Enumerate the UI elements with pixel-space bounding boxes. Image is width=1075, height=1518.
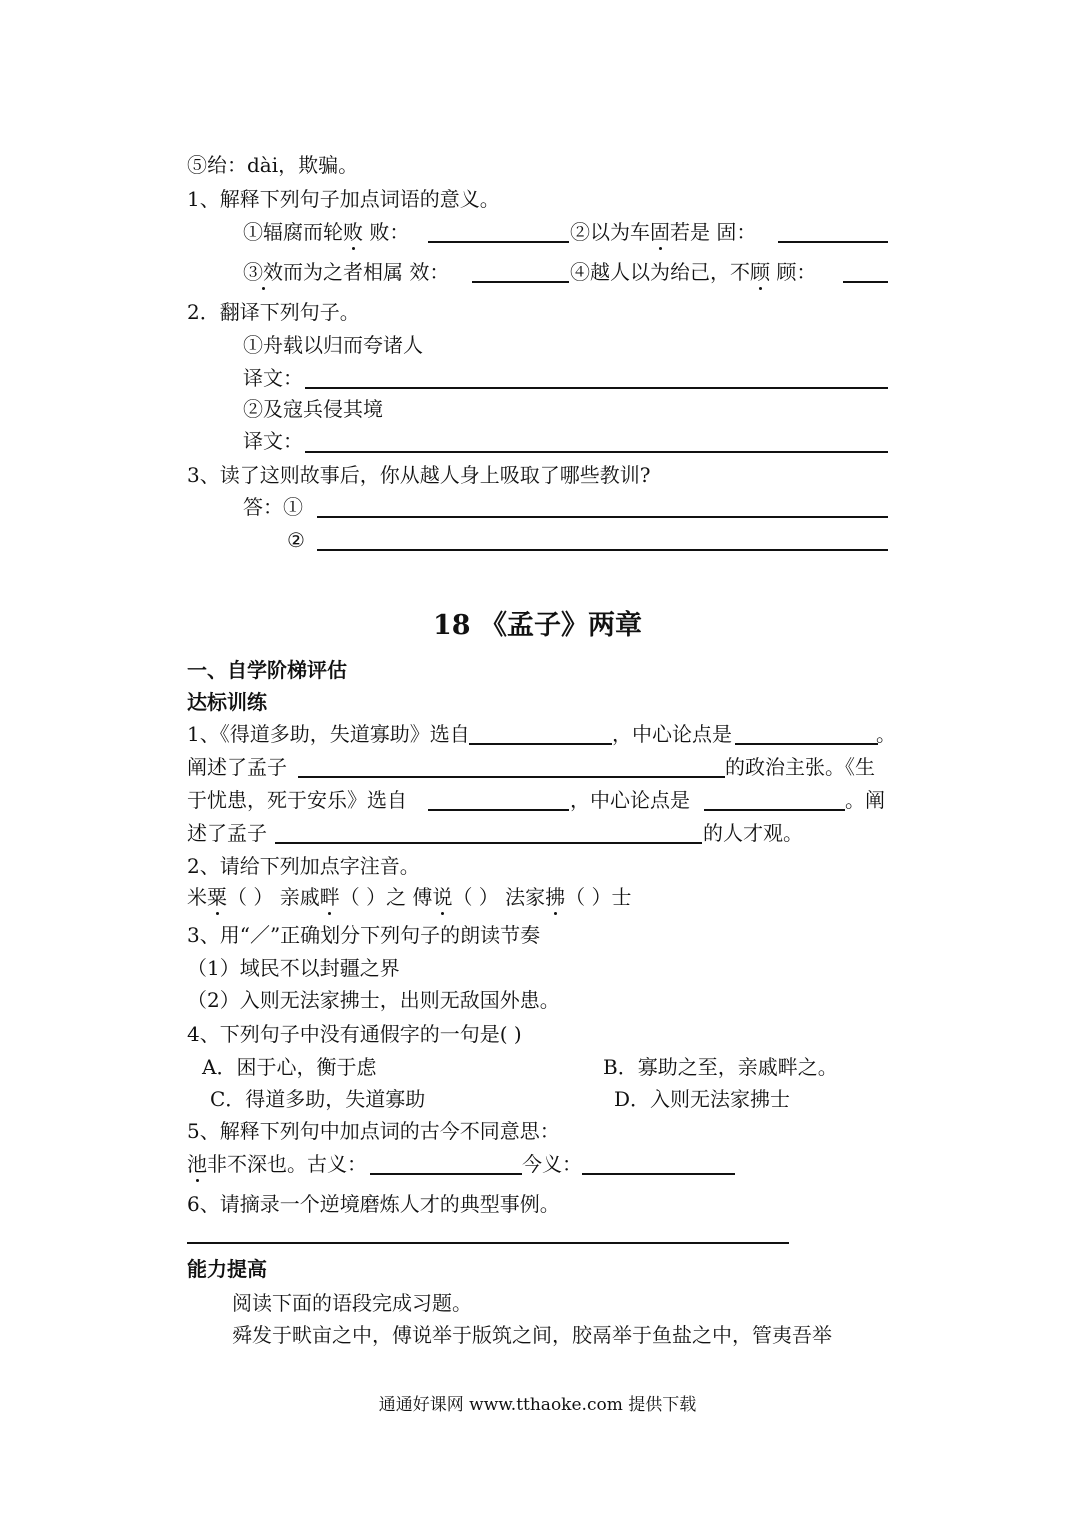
question-5: 5、解释下列句中加点词的古今不同意思： <box>187 1119 560 1143</box>
fill-line-2: 阐述了孟子 <box>187 755 287 779</box>
q1-item-2: ②以为车固若是 固： <box>570 220 757 244</box>
lesson-title: 18 《孟子》两章 <box>433 610 642 641</box>
question-2: 2、请给下列加点字注音。 <box>187 854 420 878</box>
q1-item-4: ④越人以为绐己，不顾 顾： <box>570 260 817 284</box>
fill-text: 。 <box>876 722 896 746</box>
answer-blank[interactable] <box>317 492 888 518</box>
q1-item-3: ③效而为之者相属 效： <box>243 260 450 284</box>
answer-blank[interactable] <box>735 719 878 745</box>
fill-text: 今义： <box>522 1152 582 1176</box>
answer-blank[interactable] <box>582 1149 735 1175</box>
option-c[interactable]: C．得道多助，失道寡助 <box>210 1087 426 1111</box>
answer-blank[interactable] <box>370 1149 522 1175</box>
answer-label: ② <box>287 528 305 552</box>
fill-text: 。阐 <box>845 788 885 812</box>
subsection-heading: 能力提高 <box>187 1257 267 1281</box>
answer-blank[interactable] <box>472 259 569 283</box>
fill-line-1: 1、《得道多助，失道寡助》选自 <box>187 722 470 746</box>
question-6: 6、请摘录一个逆境磨炼人才的典型事例。 <box>187 1192 560 1216</box>
q5-line: 池非不深也。古义： <box>187 1152 367 1176</box>
translation-blank[interactable] <box>305 363 888 389</box>
answer-blank[interactable] <box>428 219 569 243</box>
answer-blank[interactable] <box>778 219 888 243</box>
option-d[interactable]: D．入则无法家拂士 <box>614 1087 791 1111</box>
option-b[interactable]: B．寡助之至，亲戚畔之。 <box>603 1055 838 1079</box>
section-heading: 一、自学阶梯评估 <box>187 658 347 682</box>
q3-sentence-1: （1）域民不以封疆之界 <box>187 956 400 980</box>
answer-blank[interactable] <box>469 719 612 745</box>
subsection-heading: 达标训练 <box>187 690 267 714</box>
reading-instruction: 阅读下面的语段完成习题。 <box>232 1291 472 1315</box>
translation-label: 译文： <box>243 429 303 453</box>
q1-item-1: ①辐腐而轮败 败： <box>243 220 410 244</box>
question-3: 3、用“／”正确划分下列句子的朗读节奏 <box>187 923 541 947</box>
option-a[interactable]: A．困于心，衡于虑 <box>202 1055 377 1079</box>
translation-blank[interactable] <box>305 427 888 453</box>
question-1: 1、解释下列句子加点词语的意义。 <box>187 187 500 211</box>
fill-text: ，中心论点是 <box>612 722 732 746</box>
fill-line-4: 述了孟子 <box>187 821 267 845</box>
page-footer: 通通好课网 www.tthaoke.com 提供下载 <box>378 1395 697 1415</box>
answer-blank[interactable] <box>298 752 725 778</box>
fill-line-3: 于忧患，死于安乐》选自 <box>187 788 407 812</box>
q3-sentence-2: （2）入则无法家拂士，出则无敌国外患。 <box>187 988 560 1012</box>
answer-blank[interactable] <box>275 818 702 844</box>
answer-blank[interactable] <box>843 259 888 283</box>
note-line: ⑤绐：dài，欺骗。 <box>187 153 359 177</box>
translation-label: 译文： <box>243 366 303 390</box>
question-3: 3、读了这则故事后，你从越人身上吸取了哪些教训? <box>187 463 651 487</box>
question-2: 2．翻译下列句子。 <box>187 300 360 324</box>
answer-label: 答：① <box>243 495 303 519</box>
q2-sentence-2: ②及寇兵侵其境 <box>243 397 383 421</box>
answer-blank[interactable] <box>704 785 845 811</box>
answer-blank[interactable] <box>187 1222 789 1244</box>
fill-text: 的人才观。 <box>703 821 803 845</box>
answer-blank[interactable] <box>428 785 569 811</box>
question-4: 4、下列句子中没有通假字的一句是( ) <box>187 1022 522 1046</box>
answer-blank[interactable] <box>317 525 888 551</box>
fill-text: 的政治主张。《生 <box>725 755 875 779</box>
fill-text: ，中心论点是 <box>570 788 690 812</box>
reading-passage: 舜发于畎亩之中，傅说举于版筑之间，胶鬲举于鱼盐之中，管夷吾举 <box>232 1323 832 1347</box>
pinyin-items: 米粟（ ） 亲戚畔（ ）之 傅说（ ） 法家拂（ ）士 <box>187 885 632 909</box>
q2-sentence-1: ①舟载以归而夸诸人 <box>243 333 423 357</box>
